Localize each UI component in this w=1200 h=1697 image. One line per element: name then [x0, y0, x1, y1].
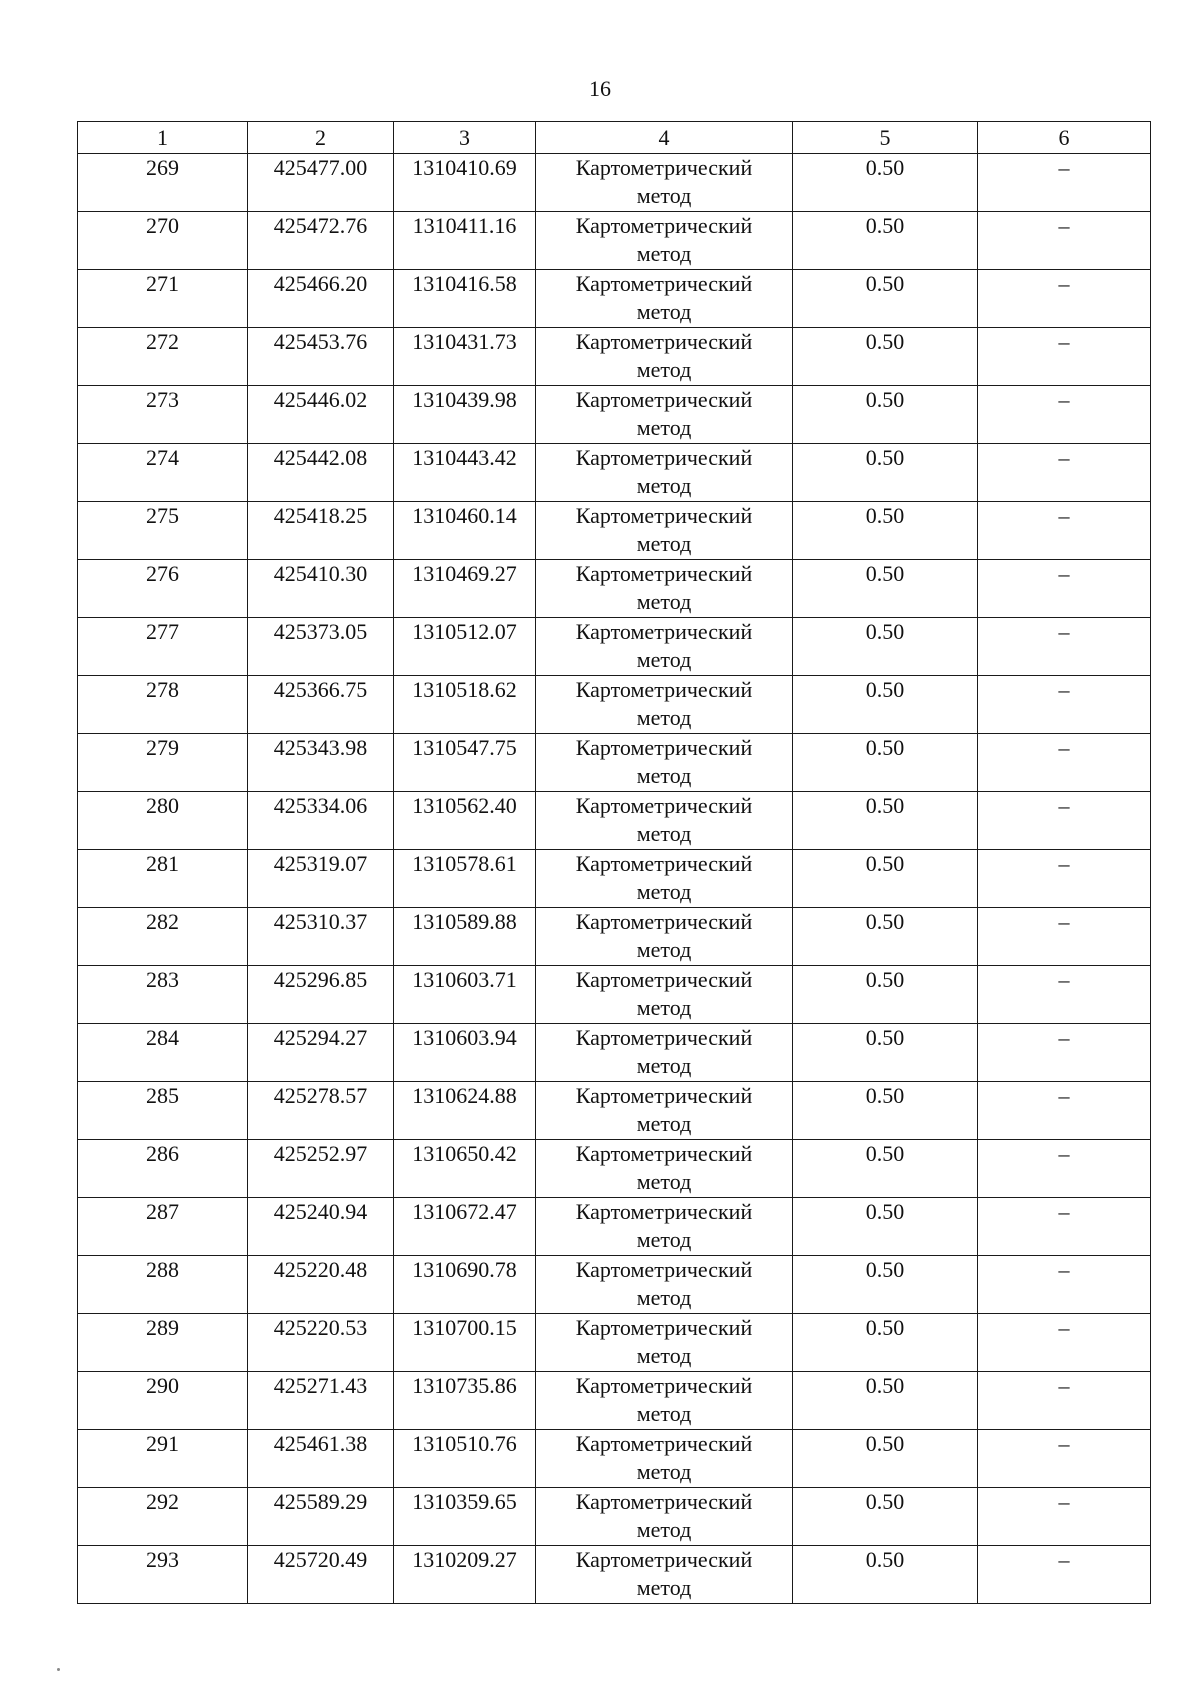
- coordinate-y-cell: 1310411.16: [394, 212, 536, 270]
- method-cell: [536, 1488, 793, 1546]
- method-line-1: Картометрический: [575, 445, 753, 470]
- coordinate-x-cell: 425442.08: [248, 444, 394, 502]
- method-line-2: метод: [636, 415, 692, 440]
- precision-cell: 0.50: [793, 850, 978, 908]
- description-cell: –: [978, 1314, 1151, 1372]
- method-cell: [536, 676, 793, 734]
- coordinate-y-cell: 1310562.40: [394, 792, 536, 850]
- coordinate-x-cell: 425453.76: [248, 328, 394, 386]
- coordinate-x-cell: 425418.25: [248, 502, 394, 560]
- coordinate-x-cell: 425252.97: [248, 1140, 394, 1198]
- table-row: [78, 1024, 1151, 1082]
- method-line-2: метод: [636, 705, 692, 730]
- coordinates-table: [77, 121, 1151, 1604]
- coordinate-x-cell: 425343.98: [248, 734, 394, 792]
- coordinate-x-cell: 425240.94: [248, 1198, 394, 1256]
- point-number-cell: 285: [78, 1082, 248, 1140]
- precision-cell: 0.50: [793, 734, 978, 792]
- method-cell: [536, 1082, 793, 1140]
- coordinate-x-cell: 425296.85: [248, 966, 394, 1024]
- coordinate-x-cell: 425477.00: [248, 154, 394, 212]
- coordinate-x-cell: 425278.57: [248, 1082, 394, 1140]
- point-number-cell: 283: [78, 966, 248, 1024]
- precision-cell: 0.50: [793, 966, 978, 1024]
- precision-cell: 0.50: [793, 1198, 978, 1256]
- header-cell-4: 4: [536, 122, 793, 154]
- precision-cell: 0.50: [793, 1430, 978, 1488]
- method-cell: [536, 734, 793, 792]
- precision-cell: 0.50: [793, 1256, 978, 1314]
- scan-speck: [57, 1668, 60, 1671]
- coordinate-y-cell: 1310460.14: [394, 502, 536, 560]
- table-row: [78, 734, 1151, 792]
- coordinate-x-cell: 425466.20: [248, 270, 394, 328]
- table-row: [78, 792, 1151, 850]
- precision-cell: 0.50: [793, 1488, 978, 1546]
- method-line-1: Картометрический: [575, 213, 753, 238]
- header-cell-6: 6: [978, 122, 1151, 154]
- method-line-1: Картометрический: [575, 155, 753, 180]
- coordinate-y-cell: 1310650.42: [394, 1140, 536, 1198]
- table-row: [78, 1082, 1151, 1140]
- description-cell: –: [978, 1198, 1151, 1256]
- coordinate-x-cell: 425461.38: [248, 1430, 394, 1488]
- method-line-1: Картометрический: [575, 329, 753, 354]
- coordinate-y-cell: 1310443.42: [394, 444, 536, 502]
- point-number-cell: 290: [78, 1372, 248, 1430]
- precision-cell: 0.50: [793, 270, 978, 328]
- method-cell: [536, 1314, 793, 1372]
- table-row: [78, 444, 1151, 502]
- method-cell: [536, 1198, 793, 1256]
- precision-cell: 0.50: [793, 328, 978, 386]
- coordinate-y-cell: 1310672.47: [394, 1198, 536, 1256]
- table-row: [78, 676, 1151, 734]
- coordinate-y-cell: 1310359.65: [394, 1488, 536, 1546]
- point-number-cell: 271: [78, 270, 248, 328]
- coordinate-y-cell: 1310547.75: [394, 734, 536, 792]
- method-line-2: метод: [636, 821, 692, 846]
- method-cell: [536, 850, 793, 908]
- description-cell: –: [978, 792, 1151, 850]
- coordinate-y-cell: 1310510.76: [394, 1430, 536, 1488]
- description-cell: –: [978, 1372, 1151, 1430]
- method-line-1: Картометрический: [575, 793, 753, 818]
- method-line-2: метод: [636, 1343, 692, 1368]
- method-line-1: Картометрический: [575, 1431, 753, 1456]
- method-line-1: Картометрический: [575, 1199, 753, 1224]
- method-line-1: Картометрический: [575, 1373, 753, 1398]
- method-cell: [536, 502, 793, 560]
- description-cell: –: [978, 1256, 1151, 1314]
- table-row: [78, 1546, 1151, 1604]
- point-number-cell: 278: [78, 676, 248, 734]
- coordinate-y-cell: 1310512.07: [394, 618, 536, 676]
- point-number-cell: 293: [78, 1546, 248, 1604]
- coordinate-y-cell: 1310700.15: [394, 1314, 536, 1372]
- coordinate-x-cell: 425319.07: [248, 850, 394, 908]
- header-cell-2: 2: [248, 122, 394, 154]
- table-row: [78, 1314, 1151, 1372]
- method-line-1: Картометрический: [575, 677, 753, 702]
- method-cell: [536, 1372, 793, 1430]
- table-row: [78, 1372, 1151, 1430]
- method-line-1: Картометрический: [575, 1547, 753, 1572]
- point-number-cell: 292: [78, 1488, 248, 1546]
- method-line-2: метод: [636, 1285, 692, 1310]
- method-line-2: метод: [636, 1053, 692, 1078]
- method-line-1: Картометрический: [575, 851, 753, 876]
- point-number-cell: 274: [78, 444, 248, 502]
- coordinate-y-cell: 1310578.61: [394, 850, 536, 908]
- point-number-cell: 281: [78, 850, 248, 908]
- method-line-2: метод: [636, 1459, 692, 1484]
- method-line-1: Картометрический: [575, 967, 753, 992]
- coordinate-y-cell: 1310735.86: [394, 1372, 536, 1430]
- description-cell: –: [978, 1430, 1151, 1488]
- point-number-cell: 289: [78, 1314, 248, 1372]
- coordinate-x-cell: 425589.29: [248, 1488, 394, 1546]
- description-cell: –: [978, 386, 1151, 444]
- method-cell: [536, 444, 793, 502]
- description-cell: –: [978, 270, 1151, 328]
- table-row: [78, 850, 1151, 908]
- point-number-cell: 286: [78, 1140, 248, 1198]
- description-cell: –: [978, 502, 1151, 560]
- description-cell: –: [978, 850, 1151, 908]
- point-number-cell: 284: [78, 1024, 248, 1082]
- method-line-2: метод: [636, 241, 692, 266]
- precision-cell: 0.50: [793, 386, 978, 444]
- table-row: [78, 212, 1151, 270]
- method-cell: [536, 386, 793, 444]
- coordinate-x-cell: 425472.76: [248, 212, 394, 270]
- coordinate-x-cell: 425271.43: [248, 1372, 394, 1430]
- method-cell: [536, 328, 793, 386]
- point-number-cell: 276: [78, 560, 248, 618]
- point-number-cell: 269: [78, 154, 248, 212]
- description-cell: –: [978, 966, 1151, 1024]
- coordinate-y-cell: 1310603.94: [394, 1024, 536, 1082]
- method-line-2: метод: [636, 1169, 692, 1194]
- method-line-2: метод: [636, 531, 692, 556]
- method-line-1: Картометрический: [575, 1083, 753, 1108]
- method-line-2: метод: [636, 647, 692, 672]
- method-cell: [536, 792, 793, 850]
- method-line-2: метод: [636, 183, 692, 208]
- description-cell: –: [978, 560, 1151, 618]
- point-number-cell: 273: [78, 386, 248, 444]
- method-line-2: метод: [636, 299, 692, 324]
- description-cell: –: [978, 676, 1151, 734]
- precision-cell: 0.50: [793, 560, 978, 618]
- point-number-cell: 287: [78, 1198, 248, 1256]
- precision-cell: 0.50: [793, 154, 978, 212]
- header-cell-1: 1: [78, 122, 248, 154]
- coordinate-y-cell: 1310209.27: [394, 1546, 536, 1604]
- point-number-cell: 291: [78, 1430, 248, 1488]
- coordinate-y-cell: 1310410.69: [394, 154, 536, 212]
- precision-cell: 0.50: [793, 1314, 978, 1372]
- method-cell: [536, 270, 793, 328]
- method-line-1: Картометрический: [575, 387, 753, 412]
- precision-cell: 0.50: [793, 618, 978, 676]
- point-number-cell: 270: [78, 212, 248, 270]
- method-line-1: Картометрический: [575, 735, 753, 760]
- point-number-cell: 275: [78, 502, 248, 560]
- coordinate-y-cell: 1310431.73: [394, 328, 536, 386]
- method-line-2: метод: [636, 1111, 692, 1136]
- table-row: [78, 908, 1151, 966]
- coordinate-x-cell: 425294.27: [248, 1024, 394, 1082]
- description-cell: –: [978, 1546, 1151, 1604]
- coordinate-y-cell: 1310603.71: [394, 966, 536, 1024]
- precision-cell: 0.50: [793, 792, 978, 850]
- point-number-cell: 282: [78, 908, 248, 966]
- coordinate-y-cell: 1310518.62: [394, 676, 536, 734]
- description-cell: –: [978, 1082, 1151, 1140]
- point-number-cell: 288: [78, 1256, 248, 1314]
- method-line-1: Картометрический: [575, 503, 753, 528]
- point-number-cell: 280: [78, 792, 248, 850]
- description-cell: –: [978, 328, 1151, 386]
- description-cell: –: [978, 154, 1151, 212]
- method-cell: [536, 154, 793, 212]
- method-line-1: Картометрический: [575, 1025, 753, 1050]
- coordinate-x-cell: 425366.75: [248, 676, 394, 734]
- method-cell: [536, 1256, 793, 1314]
- method-cell: [536, 212, 793, 270]
- method-line-1: Картометрический: [575, 1315, 753, 1340]
- method-line-2: метод: [636, 995, 692, 1020]
- table-row: [78, 618, 1151, 676]
- description-cell: –: [978, 618, 1151, 676]
- coordinate-y-cell: 1310439.98: [394, 386, 536, 444]
- description-cell: –: [978, 1488, 1151, 1546]
- method-cell: [536, 966, 793, 1024]
- precision-cell: 0.50: [793, 676, 978, 734]
- precision-cell: 0.50: [793, 1140, 978, 1198]
- table-row: [78, 502, 1151, 560]
- method-line-1: Картометрический: [575, 561, 753, 586]
- header-cell-5: 5: [793, 122, 978, 154]
- method-line-2: метод: [636, 1517, 692, 1542]
- method-cell: [536, 560, 793, 618]
- description-cell: –: [978, 734, 1151, 792]
- method-line-2: метод: [636, 589, 692, 614]
- description-cell: –: [978, 1024, 1151, 1082]
- coordinate-y-cell: 1310690.78: [394, 1256, 536, 1314]
- method-cell: [536, 1140, 793, 1198]
- precision-cell: 0.50: [793, 1546, 978, 1604]
- table-row: [78, 386, 1151, 444]
- coordinate-y-cell: 1310624.88: [394, 1082, 536, 1140]
- method-line-2: метод: [636, 1575, 692, 1600]
- table-row: [78, 560, 1151, 618]
- precision-cell: 0.50: [793, 1082, 978, 1140]
- coordinate-x-cell: 425220.53: [248, 1314, 394, 1372]
- description-cell: –: [978, 444, 1151, 502]
- description-cell: –: [978, 212, 1151, 270]
- table-row: [78, 328, 1151, 386]
- table-row: [78, 1140, 1151, 1198]
- method-line-2: метод: [636, 937, 692, 962]
- method-line-2: метод: [636, 1401, 692, 1426]
- coordinate-y-cell: 1310416.58: [394, 270, 536, 328]
- method-cell: [536, 908, 793, 966]
- table-row: [78, 1198, 1151, 1256]
- method-line-1: Картометрический: [575, 619, 753, 644]
- coordinate-x-cell: 425310.37: [248, 908, 394, 966]
- description-cell: –: [978, 908, 1151, 966]
- method-line-1: Картометрический: [575, 1141, 753, 1166]
- coordinate-x-cell: 425446.02: [248, 386, 394, 444]
- method-line-1: Картометрический: [575, 909, 753, 934]
- table-row: [78, 270, 1151, 328]
- point-number-cell: 279: [78, 734, 248, 792]
- coordinate-y-cell: 1310589.88: [394, 908, 536, 966]
- coordinate-x-cell: 425720.49: [248, 1546, 394, 1604]
- table-row: [78, 1256, 1151, 1314]
- method-line-2: метод: [636, 1227, 692, 1252]
- table-header-row: [78, 122, 1151, 154]
- method-line-2: метод: [636, 879, 692, 904]
- precision-cell: 0.50: [793, 1024, 978, 1082]
- coordinate-x-cell: 425373.05: [248, 618, 394, 676]
- description-cell: –: [978, 1140, 1151, 1198]
- precision-cell: 0.50: [793, 1372, 978, 1430]
- precision-cell: 0.50: [793, 444, 978, 502]
- method-cell: [536, 1024, 793, 1082]
- coordinate-x-cell: 425220.48: [248, 1256, 394, 1314]
- coordinate-x-cell: 425410.30: [248, 560, 394, 618]
- method-line-1: Картометрический: [575, 1489, 753, 1514]
- method-cell: [536, 618, 793, 676]
- precision-cell: 0.50: [793, 502, 978, 560]
- method-line-2: метод: [636, 473, 692, 498]
- header-cell-3: 3: [394, 122, 536, 154]
- page-number: 16: [589, 76, 611, 101]
- table-row: [78, 154, 1151, 212]
- point-number-cell: 272: [78, 328, 248, 386]
- method-cell: [536, 1430, 793, 1488]
- table-row: [78, 1430, 1151, 1488]
- coordinate-x-cell: 425334.06: [248, 792, 394, 850]
- point-number-cell: 277: [78, 618, 248, 676]
- coordinate-y-cell: 1310469.27: [394, 560, 536, 618]
- method-line-2: метод: [636, 357, 692, 382]
- method-line-1: Картометрический: [575, 271, 753, 296]
- precision-cell: 0.50: [793, 212, 978, 270]
- precision-cell: 0.50: [793, 908, 978, 966]
- method-line-2: метод: [636, 763, 692, 788]
- method-line-1: Картометрический: [575, 1257, 753, 1282]
- table-row: [78, 1488, 1151, 1546]
- method-cell: [536, 1546, 793, 1604]
- table-row: [78, 966, 1151, 1024]
